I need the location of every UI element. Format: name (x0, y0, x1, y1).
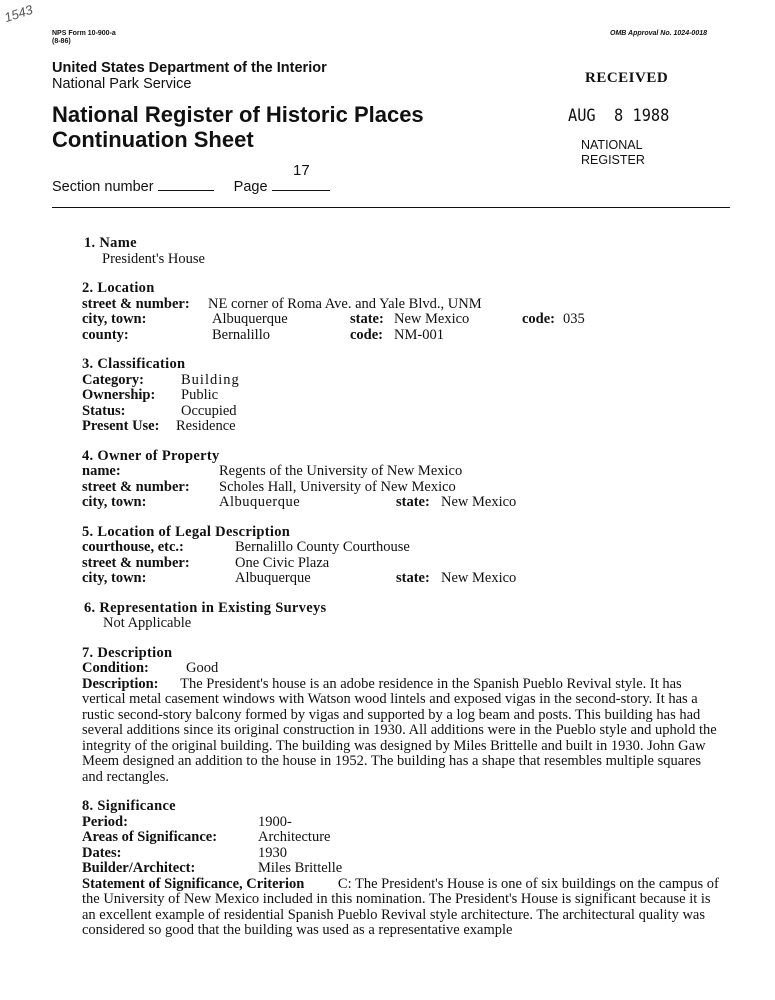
period-value: 1900- (258, 813, 292, 830)
section-location (82, 281, 724, 343)
agency-name: National Park Service (52, 76, 192, 92)
builder-value: Miles Brittelle (258, 860, 343, 876)
state-value: New Mexico (394, 311, 470, 327)
stamp-national: NATIONAL (581, 138, 643, 152)
field-label: street & number: (82, 478, 190, 495)
form-number: NPS Form 10-900-a (52, 30, 116, 37)
condition-value: Good (186, 660, 219, 676)
page-field (272, 178, 330, 191)
county-value: Bernalillo (212, 326, 270, 343)
section-heading: 8. Significance (82, 798, 176, 814)
owner-state-value: New Mexico (441, 494, 517, 510)
received-stamp: RECEIVED (585, 70, 669, 86)
field-label: courthouse, etc.: (82, 539, 184, 555)
field-label: city, town: (82, 494, 147, 510)
form-body (84, 236, 724, 953)
field-label: county: (82, 326, 129, 343)
field-label: city, town: (82, 311, 147, 327)
field-label: Description: (82, 675, 159, 692)
ownership-value: Public (181, 387, 219, 403)
field-label: Present Use: (82, 418, 160, 434)
owner-city-value: Albuquerque (219, 494, 301, 510)
field-label: street & number: (82, 295, 190, 312)
field-label: Builder/Architect: (82, 860, 196, 876)
present-use-value: Residence (176, 418, 236, 434)
surveys-value: Not Applicable (103, 615, 192, 631)
field-label: street & number: (82, 554, 190, 571)
section-legal-description (82, 525, 724, 587)
field-label: state: (396, 570, 430, 586)
areas-value: Architecture (258, 829, 331, 845)
header-divider (52, 207, 730, 208)
section-owner (82, 449, 724, 511)
field-label: Condition: (82, 660, 149, 676)
department-name: United States Department of the Interior (52, 60, 327, 76)
field-label: state: (396, 494, 430, 510)
section-classification (82, 357, 724, 435)
handwritten-note: 1543 (2, 1, 35, 26)
city-value: Albuquerque (212, 311, 288, 327)
field-label: city, town: (82, 570, 147, 586)
page-label: Page (233, 179, 268, 195)
courthouse-value: Bernalillo County Courthouse (235, 539, 410, 555)
page-number-value: 17 (293, 162, 310, 179)
section-number-field (158, 178, 214, 191)
section-heading: 4. Owner of Property (82, 447, 220, 464)
section-heading: 6. Representation in Existing Surveys (84, 599, 327, 616)
category-value: Building (181, 371, 240, 388)
section-heading: 2. Location (82, 280, 155, 296)
section-heading: 3. Classification (82, 356, 186, 372)
form-subtitle: Continuation Sheet (52, 127, 254, 152)
stamp-register: REGISTER (581, 153, 645, 167)
field-label: code: (522, 311, 556, 327)
section-description (82, 646, 724, 786)
section-surveys (84, 601, 724, 632)
section-name (84, 236, 724, 267)
section-heading: 7. Description (82, 644, 173, 661)
county-code-value: NM-001 (394, 326, 444, 343)
field-label: Ownership: (82, 387, 156, 403)
section-significance (82, 799, 724, 939)
field-label: name: (82, 463, 121, 479)
street-value: NE corner of Roma Ave. and Yale Blvd., UNM (208, 295, 482, 312)
description-text: The President's house is an adobe residence in the Spanish Pueblo Revival style. It has vertical metal casement windows with Watson wood lintels and exposed vigas in the second-story. It has a rustic second-story balcony formed by vigas and supported by a log beam and posts. This building has had several additions since its original construction in 1930. All additions were in the Pueblo style and uphold the integrity of the original building. The building was designed by Miles Brittelle and built in 1930. John Gaw Meem designed an addition to the house in 1952. The building has a shape that resembles multiple squares and rectangles. (82, 675, 717, 785)
section-number-label: Section number (52, 179, 154, 195)
significance-text: C: The President's House is one of six buildings on the campus of the University of New Mexico included in this nomination. The President's House is significant because it is an excellent example of residential Spanish Pueblo Revival style architecture. The architectural quality was considered so good that the building was used as a representative example (82, 875, 719, 938)
field-label: state: (350, 311, 384, 327)
legal-street-value: One Civic Plaza (235, 554, 330, 571)
received-date: AUG 8 1988 (568, 106, 670, 126)
field-label: Category: (82, 371, 145, 388)
form-title: National Register of Historic Places (52, 102, 424, 127)
omb-approval: OMB Approval No. 1024-0018 (610, 30, 707, 37)
form-id (52, 30, 116, 46)
field-label: Status: (82, 402, 126, 419)
dates-value: 1930 (258, 844, 287, 861)
section-heading: 5. Location of Legal Description (82, 523, 291, 540)
legal-city-value: Albuquerque (235, 570, 311, 586)
field-label: code: (350, 326, 384, 343)
field-label: Areas of Significance: (82, 829, 218, 845)
status-value: Occupied (181, 402, 237, 419)
code-value: 035 (563, 311, 585, 327)
legal-state-value: New Mexico (441, 570, 517, 586)
owner-street-value: Scholes Hall, University of New Mexico (219, 478, 456, 495)
section-page-line (52, 178, 330, 195)
form-revision: (8-86) (52, 38, 71, 45)
owner-name-value: Regents of the University of New Mexico (219, 463, 463, 479)
section-heading: 1. Name (84, 235, 137, 251)
property-name: President's House (102, 250, 205, 267)
field-label: Dates: (82, 844, 122, 861)
field-label: Statement of Significance, Criterion (82, 875, 305, 892)
field-label: Period: (82, 813, 128, 830)
